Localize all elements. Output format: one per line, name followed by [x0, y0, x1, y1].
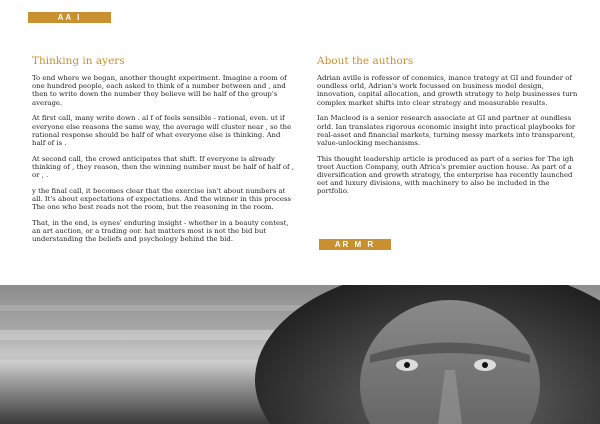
- right-heading: About the authors: [317, 55, 414, 67]
- left-paragraph-5: That, in the end, is eynes' enduring insight - whether in a beauty contest, an art auction, or a trading oor. hat matters most is not the bid but understanding the beliefs and psychology behind the bid.: [32, 218, 289, 244]
- lion-photo: [0, 285, 600, 424]
- left-column: [32, 74, 294, 251]
- right-paragraph-1: Adrian aville is rofessor of conomics, inance trategy at GI and founder of oundless orld, Adrian's work focussed on business model design, innovation, capital allocation, and growth strategy to help businesses turn complex market shifts into clear strategy and measurable results.: [317, 74, 578, 107]
- section-tag-bottom: AR M R: [319, 239, 391, 250]
- left-heading: Thinking in ayers: [32, 55, 125, 67]
- right-paragraph-2: Ian Macleod is a senior research associate at GI and partner at oundless orld. Ian translates rigorous economic insight into practical playbooks for real-asset and financial markets, turning messy markets into transparent, value-unlocking mechanisms.: [317, 114, 576, 147]
- right-column: [317, 74, 579, 203]
- lion-illustration: [0, 285, 600, 424]
- left-paragraph-2: At first call, many write down . al f of feels sensible - rational, even. ut if everyone else reasons the same way, the average will cluster near , so the rational response should be half of what everyone else is thinking. And half of is .: [32, 114, 292, 147]
- left-paragraph-3: At second call, the crowd anticipates that shift. If everyone is already thinking of , they reason, then the winning number must be half of half of , or , .: [32, 154, 294, 180]
- section-tag-top: AA I: [28, 12, 111, 23]
- left-paragraph-1: To end where we began, another thought experiment. Imagine a room of one hundred people, each asked to think of a number between and , and then to write down the number they believe will be half of the group's average.: [32, 74, 287, 107]
- right-paragraph-3: This thought leadership article is produced as part of a series for The igh treet Auction Company, outh Africa's premier auction house. As part of a diversification and growth strategy, the enterprise has recently launched eet and luxury divisions, with machinery to also be included in the portfolio.: [317, 154, 574, 196]
- left-paragraph-4: y the final call, it becomes clear that the exercise isn't about numbers at all. It's about expectations of expectations. And the winner in this process The one who best reads not the room, but the reasoning in the room.: [32, 186, 291, 212]
